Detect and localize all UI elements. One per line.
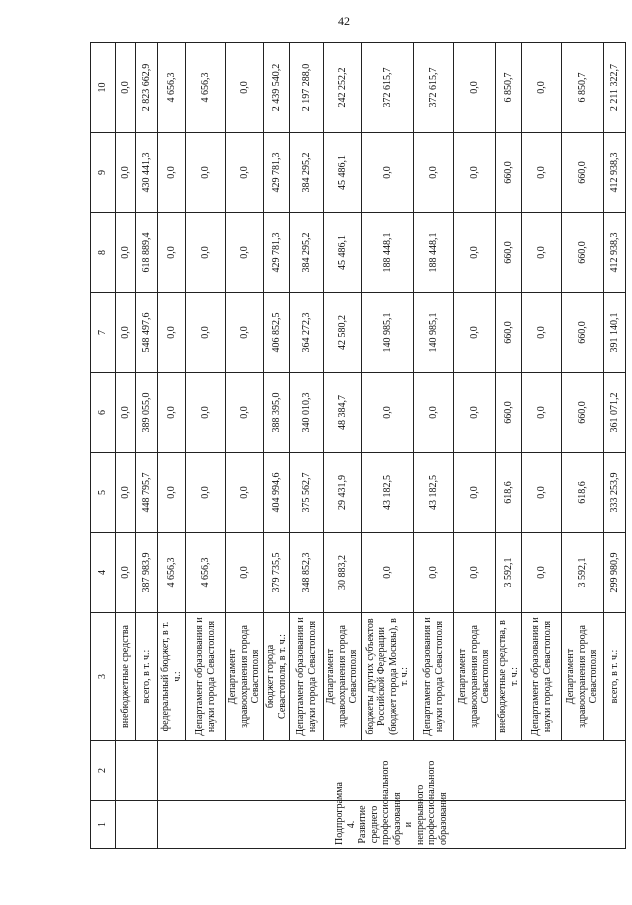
value-cell: 0,0 xyxy=(522,133,562,213)
table-row xyxy=(158,43,186,849)
value-cell: 2 197 288,0 xyxy=(290,43,324,133)
value-cell: 0,0 xyxy=(454,133,496,213)
value-cell: 0,0 xyxy=(454,213,496,293)
value-cell: 0,0 xyxy=(116,213,136,293)
value-cell: 6 850,7 xyxy=(496,43,522,133)
value-cell: 660,0 xyxy=(496,293,522,373)
value-cell: 375 562,7 xyxy=(290,453,324,533)
value-cell: 0,0 xyxy=(116,133,136,213)
funding-source: бюджеты других субъектов Российской Федерации (бюджет города Москвы), в т. ч.: xyxy=(362,613,414,741)
header-col-5: 5 xyxy=(91,453,116,533)
value-cell: 384 295,2 xyxy=(290,213,324,293)
value-cell: 618 889,4 xyxy=(136,213,158,293)
value-cell: 0,0 xyxy=(226,213,264,293)
value-cell: 43 182,5 xyxy=(362,453,414,533)
value-cell: 660,0 xyxy=(496,133,522,213)
value-cell: 48 384,7 xyxy=(324,373,362,453)
value-cell: 4 656,3 xyxy=(158,43,186,133)
value-cell: 4 656,3 xyxy=(186,43,226,133)
value-cell: 30 883,2 xyxy=(324,533,362,613)
value-cell: 43 182,5 xyxy=(414,453,454,533)
value-cell: 389 055,0 xyxy=(136,373,158,453)
table-row xyxy=(186,43,226,849)
funding-source: Департамент образования и науки города Севастополя xyxy=(186,613,226,741)
value-cell: 388 395,0 xyxy=(264,373,290,453)
value-cell: 140 985,1 xyxy=(362,293,414,373)
value-cell: 660,0 xyxy=(496,373,522,453)
header-col-10: 10 xyxy=(91,43,116,133)
page-number: 42 xyxy=(338,14,350,28)
value-cell: 660,0 xyxy=(562,213,604,293)
value-cell: 188 448,1 xyxy=(414,213,454,293)
header-col-3: 3 xyxy=(91,613,116,741)
value-cell: 299 980,9 xyxy=(604,533,626,613)
value-cell: 0,0 xyxy=(116,43,136,133)
value-cell: 412 938,3 xyxy=(604,133,626,213)
value-cell: 3 592,1 xyxy=(562,533,604,613)
value-cell: 0,0 xyxy=(158,453,186,533)
value-cell: 412 938,3 xyxy=(604,213,626,293)
value-cell: 0,0 xyxy=(186,373,226,453)
col2-cell xyxy=(116,741,158,801)
header-col-8: 8 xyxy=(91,213,116,293)
value-cell: 0,0 xyxy=(186,293,226,373)
value-cell: 333 253,9 xyxy=(604,453,626,533)
value-cell: 0,0 xyxy=(362,133,414,213)
value-cell: 660,0 xyxy=(562,293,604,373)
table-row xyxy=(362,43,414,849)
value-cell: 4 656,3 xyxy=(186,533,226,613)
value-cell: 0,0 xyxy=(522,453,562,533)
funding-source: Департамент здравоохранения города Севастополя xyxy=(226,613,264,741)
value-cell: 391 140,1 xyxy=(604,293,626,373)
value-cell: 429 781,3 xyxy=(264,213,290,293)
value-cell: 348 852,3 xyxy=(290,533,324,613)
value-cell: 0,0 xyxy=(226,133,264,213)
value-cell: 660,0 xyxy=(496,213,522,293)
value-cell: 660,0 xyxy=(562,373,604,453)
rotated-table-area xyxy=(90,43,620,849)
value-cell: 0,0 xyxy=(186,213,226,293)
value-cell: 0,0 xyxy=(454,43,496,133)
table-row xyxy=(226,43,264,849)
value-cell: 0,0 xyxy=(158,373,186,453)
value-cell: 0,0 xyxy=(414,373,454,453)
value-cell: 0,0 xyxy=(186,133,226,213)
funding-source: Департамент здравоохранения города Севастополя xyxy=(454,613,496,741)
value-cell: 0,0 xyxy=(454,453,496,533)
funding-source: Департамент образования и науки города Севастополя xyxy=(290,613,324,741)
value-cell: 0,0 xyxy=(158,213,186,293)
table-row xyxy=(324,43,362,849)
value-cell: 0,0 xyxy=(116,453,136,533)
value-cell: 0,0 xyxy=(116,533,136,613)
value-cell: 0,0 xyxy=(116,293,136,373)
value-cell: 0,0 xyxy=(522,43,562,133)
value-cell: 0,0 xyxy=(226,533,264,613)
table-row xyxy=(264,43,290,849)
value-cell: 0,0 xyxy=(454,533,496,613)
value-cell: 0,0 xyxy=(522,533,562,613)
value-cell: 0,0 xyxy=(362,373,414,453)
subprogram-label: Подпрограмма 4. Развитие среднего профессионального образования и непрерывного профессионального образования xyxy=(158,801,626,849)
value-cell: 0,0 xyxy=(158,293,186,373)
funding-source: внебюджетные средства, в т. ч.: xyxy=(496,613,522,741)
value-cell: 0,0 xyxy=(226,293,264,373)
value-cell: 548 497,6 xyxy=(136,293,158,373)
value-cell: 2 823 662,9 xyxy=(136,43,158,133)
col1-cell xyxy=(116,801,158,849)
value-cell: 0,0 xyxy=(414,133,454,213)
table-row xyxy=(454,43,496,849)
value-cell: 0,0 xyxy=(226,43,264,133)
value-cell: 618,6 xyxy=(496,453,522,533)
rotated-table-container xyxy=(90,43,620,849)
table-row xyxy=(496,43,522,849)
table-row xyxy=(414,43,454,849)
value-cell: 0,0 xyxy=(454,373,496,453)
header-col-1: 1 xyxy=(91,801,116,849)
value-cell: 242 252,2 xyxy=(324,43,362,133)
funding-source: Департамент здравоохранения города Севастополя xyxy=(324,613,362,741)
table-row xyxy=(116,43,136,849)
value-cell: 361 071,2 xyxy=(604,373,626,453)
header-col-6: 6 xyxy=(91,373,116,453)
value-cell: 0,0 xyxy=(362,533,414,613)
value-cell: 430 441,3 xyxy=(136,133,158,213)
value-cell: 660,0 xyxy=(562,133,604,213)
value-cell: 0,0 xyxy=(522,213,562,293)
value-cell: 0,0 xyxy=(158,133,186,213)
value-cell: 0,0 xyxy=(522,373,562,453)
value-cell: 3 592,1 xyxy=(496,533,522,613)
funding-source: всего, в т. ч.: xyxy=(136,613,158,741)
value-cell: 340 010,3 xyxy=(290,373,324,453)
value-cell: 448 795,7 xyxy=(136,453,158,533)
budget-table xyxy=(90,42,626,849)
header-col-2: 2 xyxy=(91,741,116,801)
value-cell: 45 486,1 xyxy=(324,133,362,213)
value-cell: 387 983,9 xyxy=(136,533,158,613)
value-cell: 0,0 xyxy=(226,453,264,533)
funding-source: внебюджетные средства xyxy=(116,613,136,741)
value-cell: 0,0 xyxy=(454,293,496,373)
header-col-9: 9 xyxy=(91,133,116,213)
funding-source: Департамент здравоохранения города Севастополя xyxy=(562,613,604,741)
value-cell: 29 431,9 xyxy=(324,453,362,533)
table-row xyxy=(290,43,324,849)
value-cell: 372 615,7 xyxy=(362,43,414,133)
funding-source: Департамент образования и науки города Севастополя xyxy=(414,613,454,741)
header-row xyxy=(91,43,116,849)
value-cell: 140 985,1 xyxy=(414,293,454,373)
value-cell: 45 486,1 xyxy=(324,213,362,293)
value-cell: 0,0 xyxy=(116,373,136,453)
funding-source: федеральный бюджет, в т. ч.: xyxy=(158,613,186,741)
funding-source: бюджет города Севастополя, в т. ч.: xyxy=(264,613,290,741)
value-cell: 2 211 322,7 xyxy=(604,43,626,133)
value-cell: 188 448,1 xyxy=(362,213,414,293)
value-cell: 0,0 xyxy=(186,453,226,533)
table-row xyxy=(562,43,604,849)
value-cell: 406 852,5 xyxy=(264,293,290,373)
value-cell: 0,0 xyxy=(522,293,562,373)
table-row xyxy=(136,43,158,849)
funding-source: всего, в т. ч.: xyxy=(604,613,626,741)
value-cell: 0,0 xyxy=(414,533,454,613)
value-cell: 372 615,7 xyxy=(414,43,454,133)
header-col-4: 4 xyxy=(91,533,116,613)
value-cell: 4 656,3 xyxy=(158,533,186,613)
value-cell: 404 994,6 xyxy=(264,453,290,533)
header-col-7: 7 xyxy=(91,293,116,373)
value-cell: 618,6 xyxy=(562,453,604,533)
table-row xyxy=(522,43,562,849)
value-cell: 429 781,3 xyxy=(264,133,290,213)
value-cell: 364 272,3 xyxy=(290,293,324,373)
table-row xyxy=(604,43,626,849)
value-cell: 0,0 xyxy=(226,373,264,453)
value-cell: 384 295,2 xyxy=(290,133,324,213)
value-cell: 6 850,7 xyxy=(562,43,604,133)
value-cell: 42 580,2 xyxy=(324,293,362,373)
value-cell: 2 439 540,2 xyxy=(264,43,290,133)
value-cell: 379 735,5 xyxy=(264,533,290,613)
funding-source: Департамент образования и науки города Севастополя xyxy=(522,613,562,741)
